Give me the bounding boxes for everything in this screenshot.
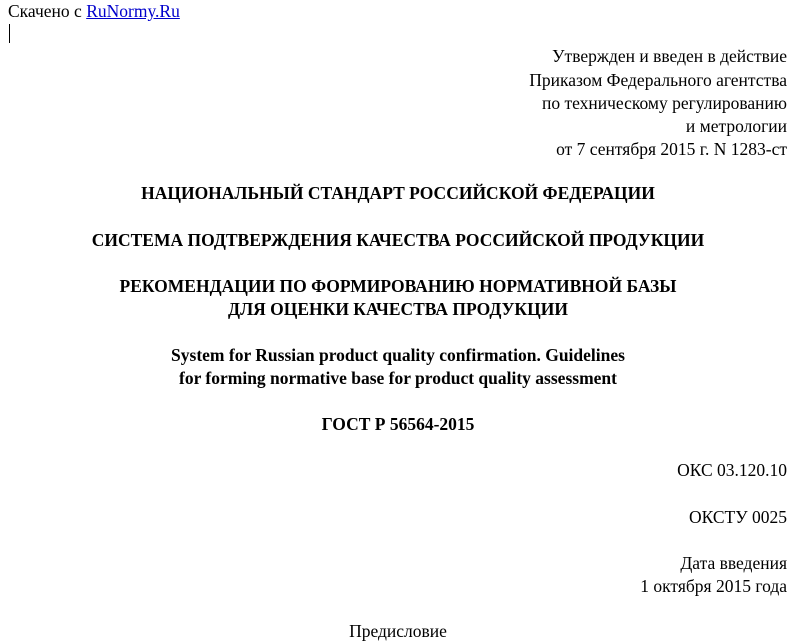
intro-date-value: 1 октября 2015 года: [640, 576, 787, 596]
gost-number: ГОСТ Р 56564-2015: [321, 414, 475, 434]
intro-date-label: Дата введения: [680, 553, 787, 573]
approval-line: и метрологии: [685, 116, 787, 136]
approval-line: Приказом Федерального агентства: [529, 70, 787, 90]
approval-line: Утвержден и введен в действие: [552, 46, 787, 66]
national-standard-title: НАЦИОНАЛЬНЫЙ СТАНДАРТ РОССИЙСКОЙ ФЕДЕРАЦИИ: [141, 183, 655, 203]
approval-line: от 7 сентября 2015 г. N 1283-ст: [556, 139, 787, 159]
source-link[interactable]: RuNormy.Ru: [86, 1, 180, 21]
english-title-line: System for Russian product quality confirmation. Guidelines: [171, 345, 625, 365]
recommendations-title-line: РЕКОМЕНДАЦИИ ПО ФОРМИРОВАНИЮ НОРМАТИВНОЙ БАЗЫ: [119, 276, 677, 296]
download-source-line: [8, 0, 180, 22]
foreword-heading: Предисловие: [349, 621, 447, 641]
text-cursor: [9, 24, 10, 43]
approval-line: по техническому регулированию: [541, 93, 787, 113]
system-title: СИСТЕМА ПОДТВЕРЖДЕНИЯ КАЧЕСТВА РОССИЙСКОЙ ПРОДУКЦИИ: [91, 230, 705, 250]
recommendations-title-line: ДЛЯ ОЦЕНКИ КАЧЕСТВА ПРОДУКЦИИ: [228, 299, 568, 319]
english-title-line: for forming normative base for product quality assessment: [179, 368, 617, 388]
downloaded-prefix: Скачено с: [8, 1, 82, 21]
okstu-code: ОКСТУ 0025: [688, 507, 787, 527]
oks-code: ОКС 03.120.10: [677, 460, 787, 480]
